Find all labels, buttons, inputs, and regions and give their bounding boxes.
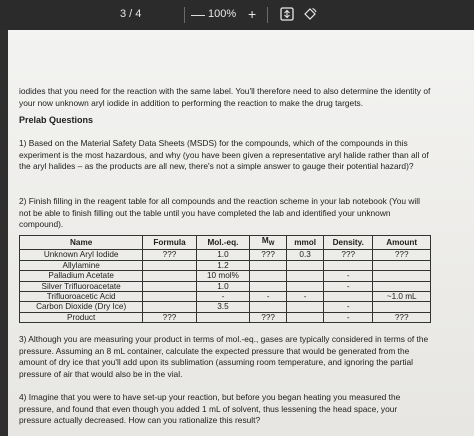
cell-name: Silver Trifluoroacetate — [20, 281, 143, 291]
cell-mw[interactable]: - — [250, 292, 287, 302]
page-indicator[interactable]: 3 / 4 — [120, 8, 142, 20]
mw-subscript: W — [268, 241, 275, 247]
table-row — [20, 260, 431, 270]
cell-formula[interactable] — [143, 302, 196, 312]
cell-amount[interactable]: ??? — [373, 312, 431, 322]
table-row — [20, 250, 431, 260]
rotate-icon[interactable] — [302, 6, 318, 22]
cell-amount[interactable] — [373, 302, 431, 312]
col-header-amount: Amount — [373, 236, 431, 250]
cell-mmol[interactable] — [287, 271, 324, 281]
cell-formula[interactable] — [143, 260, 196, 270]
cell-mol-eq[interactable]: 1.2 — [196, 260, 249, 270]
cell-density[interactable]: - — [324, 271, 373, 281]
cell-mmol[interactable] — [287, 302, 324, 312]
cell-amount[interactable] — [373, 271, 431, 281]
cell-amount[interactable] — [373, 260, 431, 270]
cell-mol-eq[interactable]: 10 mol% — [196, 271, 249, 281]
cell-name: Palladium Acetate — [20, 271, 143, 281]
cell-density[interactable]: - — [324, 302, 373, 312]
cell-mmol[interactable]: - — [287, 292, 324, 302]
cell-formula[interactable] — [143, 271, 196, 281]
question-2: 2) Finish filling in the reagent table for all compounds and the reaction scheme in your lab notebook (You will not be able to finish filling out the table until you have completed the lab and identified your unknown compound). — [19, 196, 420, 230]
cell-formula[interactable]: ??? — [143, 312, 196, 322]
cell-amount[interactable]: ??? — [373, 250, 431, 260]
cell-mw[interactable]: ??? — [250, 250, 287, 260]
cell-name: Trifluoroacetic Acid — [20, 292, 143, 302]
col-header-formula: Formula — [143, 236, 196, 250]
toolbar-divider — [267, 7, 268, 23]
cell-mol-eq[interactable]: 3.5 — [196, 302, 249, 312]
cell-name: Allylamine — [20, 260, 143, 270]
cell-mw[interactable] — [250, 302, 287, 312]
cell-density[interactable] — [324, 292, 373, 302]
cell-mw[interactable] — [250, 260, 287, 270]
col-header-mol-eq: Mol.-eq. — [196, 236, 249, 250]
cell-mw[interactable]: ??? — [250, 312, 287, 322]
cell-name: Unknown Aryl Iodide — [20, 250, 143, 260]
cell-amount[interactable] — [373, 281, 431, 291]
pdf-toolbar — [0, 0, 474, 30]
table-row — [20, 271, 431, 281]
cell-formula[interactable] — [143, 281, 196, 291]
cell-mw[interactable] — [250, 271, 287, 281]
zoom-in-button[interactable]: + — [248, 6, 257, 22]
cell-mmol[interactable] — [287, 260, 324, 270]
toolbar-divider — [184, 7, 185, 23]
col-header-mmol: mmol — [287, 236, 324, 250]
cell-formula[interactable]: ??? — [143, 250, 196, 260]
zoom-out-button[interactable]: — — [191, 6, 205, 22]
question-1: 1) Based on the Material Safety Data Sheets (MSDS) for the compounds, which of the compounds in this experiment is the most hazardous, and why (you have been given a representative aryl halide rather than all of the aryl halides – as the products are all new, there's not a simple answer to gauge their potential hazard)? — [19, 138, 429, 172]
cell-mw[interactable] — [250, 281, 287, 291]
cell-formula[interactable] — [143, 292, 196, 302]
question-3: 3) Although you are measuring your product in terms of mol.-eq., gases are typically considered in terms of the pressure. Assuming an 8 mL container, calculate the expected pressure that would be generated from the amount of dry ice that you'll add upon its sublimation (assuming room temperature, and ignoring the partial pressure of air that would also be in the vial. — [19, 334, 429, 379]
cell-density[interactable]: - — [324, 312, 373, 322]
section-heading: Prelab Questions — [19, 115, 94, 125]
cell-mol-eq[interactable] — [196, 312, 249, 322]
question-4: 4) Imagine that you were to have set-up your reaction, but before you began heating you measured the pressure, and found that even though you added 1 mL of solvent, thus lessening the head space, your pressure actually decreased. How can you rationalize this result? — [19, 392, 401, 426]
fit-page-icon[interactable] — [279, 6, 295, 22]
cell-mol-eq[interactable]: 1.0 — [196, 250, 249, 260]
table-row — [20, 312, 431, 322]
cell-mmol[interactable] — [287, 281, 324, 291]
table-header-row — [20, 236, 431, 250]
table-row — [20, 302, 431, 312]
cell-mol-eq[interactable]: - — [196, 292, 249, 302]
table-row — [20, 281, 431, 291]
cell-density[interactable]: ??? — [324, 250, 373, 260]
cell-amount[interactable]: ~1.0 mL — [373, 292, 431, 302]
document-page — [8, 30, 474, 436]
intro-paragraph: iodides that you need for the reaction with the same label. You'll therefore need to also determine the identity of your now unknown aryl iodide in addition to performing the reaction to make the drug targets. — [19, 86, 431, 108]
cell-density[interactable]: - — [324, 281, 373, 291]
col-header-name: Name — [20, 236, 143, 250]
zoom-level[interactable]: 100% — [208, 8, 237, 20]
cell-mmol[interactable]: 0.3 — [287, 250, 324, 260]
cell-name: Product — [20, 312, 143, 322]
cell-name: Carbon Dioxide (Dry Ice) — [20, 302, 143, 312]
cell-mmol[interactable] — [287, 312, 324, 322]
cell-density[interactable] — [324, 260, 373, 270]
col-header-mw — [250, 236, 287, 250]
table-row — [20, 292, 431, 302]
col-header-density: Density. — [324, 236, 373, 250]
cell-mol-eq[interactable]: 1.0 — [196, 281, 249, 291]
mw-symbol: M — [261, 236, 269, 245]
reagent-table — [19, 235, 431, 323]
